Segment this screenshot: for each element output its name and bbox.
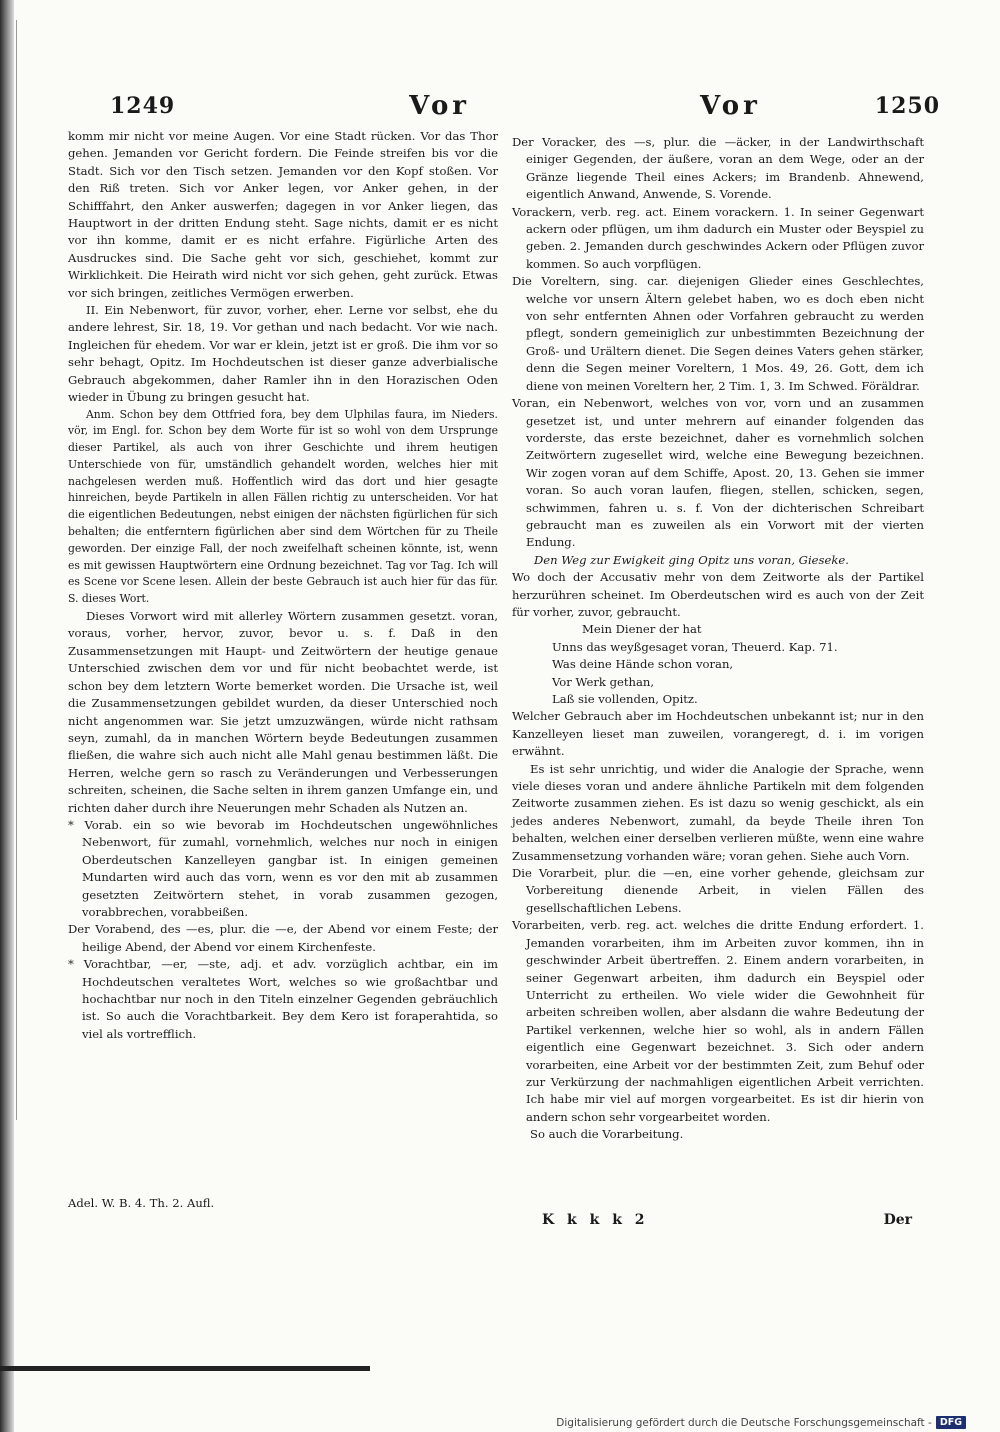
verse-line: Mein Diener der hat: [582, 622, 702, 637]
entry-paragraph: So auch die Vorarbeitung.: [530, 1127, 684, 1142]
digitization-credit: [556, 1416, 966, 1429]
catchword: Der: [883, 1212, 912, 1228]
right-text-column: [512, 134, 924, 1144]
dictionary-entry: Der Voracker, des —s, plur. die —äcker, in der Landwirthschaft einiger Gegenden, der äußere, voran an dem Wege, oder an der Gränze liegende Theil eines Ackers; im Brandenb. Ahnewend, eigentlich Anwand, Anwende, S. Vorende.: [512, 135, 924, 202]
scan-bottom-edge: [0, 1366, 370, 1371]
left-text-column: [68, 128, 498, 1043]
entry-paragraph: Wo doch der Accusativ mehr von dem Zeitworte als der Partikel herzurühren scheinet. Im Oberdeutschen wird es auch von der Zeit für vorher, zuvor, gebraucht.: [512, 570, 924, 619]
quotation-line: Den Weg zur Ewigkeit ging Opitz uns voran, Gieseke.: [534, 552, 849, 567]
dictionary-entry: Die Vorarbeit, plur. die —en, eine vorher gehende, gleichsam zur Vorbereitung dienende Arbeit, in vielen Fällen des gesellschaftlichen Lebens.: [512, 866, 924, 915]
entry-paragraph: Welcher Gebrauch aber im Hochdeutschen unbekannt ist; nur in den Kanzelleyen lieset man zuweilen, vorangeregt, d. i. im vorigen erwähnt.: [512, 709, 924, 759]
right-page-header: [700, 86, 940, 126]
annotation-paragraph: Anm. Schon bey dem Ottfried fora, bey dem Ulphilas faura, im Nieders. vör, im Engl. for. Schon bey dem Worte für ist so wohl von dem Ursprunge dieser Partikel, als auch von ihrer Geschichte und ihrem heutigen Unterschiede von für, umständlich gehandelt worden, welches hier mit nachgelesen werden muß. Hoffentlich wird das dort und hier gesagte hinreichen, beyde Partikeln in allen Fällen richtig zu unterscheiden. Vor hat die eigentlichen Bedeutungen, nebst einigen der nächsten figürlichen für sich behalten; die entferntern figürlichen aber sind dem Wörtchen für zu Theile geworden. Der einzige Fall, der noch zweifelhaft scheinen könnte, ist, wenn es mit gewissen Hauptwörtern eine Ordnung bezeichnet. Tag vor Tag. Ich will es Scene vor Scene lesen. Allein der beste Gebrauch ist auch hier für das für. S. dieses Wort.: [68, 407, 498, 606]
dictionary-entry: Die Voreltern, sing. car. diejenigen Glieder eines Geschlechtes, welche vor unsern Ältern gelebet haben, wo es doch eben nicht von sehr entfernten Ahnen oder Vorfahren gebraucht zu werden pflegt, sondern gemeiniglich zur unbestimmten Bezeichnung der Groß- und Urältern dienet. Die Segen deines Vaters gehen stärker, denn die Segen meiner Voreltern, 1 Mos. 49, 26. Gott, dem ich diene von meinen Voreltern her, 2 Tim. 1, 3. Im Schwed. Föräldrar.: [512, 274, 924, 393]
dictionary-entry: Vorackern, verb. reg. act. Einem vorackern. 1. In seiner Gegenwart ackern oder pflügen, um ihm dadurch ein Muster oder Beyspiel zu geben. 2. Jemanden durch geschwindes Ackern oder Pflügen zuvor kommen. So auch vorpflügen.: [512, 204, 924, 271]
volume-footer: Adel. W. B. 4. Th. 2. Aufl.: [68, 1196, 215, 1210]
left-page-header: [110, 86, 470, 126]
dictionary-entry: Vorarbeiten, verb. reg. act. welches die dritte Endung erfordert. 1. Jemanden vorarbeiten, ihm im Arbeiten zuvor kommen, ihn in geschwinder Arbeit übertreffen. 2. Einem andern vorarbeiten, in seiner Gegenwart arbeiten, ihm dadurch ein Beyspiel oder Unterricht zu ertheilen. Wo viele wider die Gewohnheit für arbeiten schreiben wollen, aber alsdann die wahre Bedeutung der Partikel verkennen, welche hier so wohl, als in andern Fällen eigentlich eine Gegenwart bezeichnet. 3. Sich oder andern vorarbeiten, eine Arbeit vor der bestimmten Zeit, zum Behuf oder zur Verkürzung der nachmahligen eigentlichen Arbeit verrichten. Ich habe mir viel auf morgen vorgearbeitet. Es ist dir hierin von andern schon sehr vorgearbeitet worden.: [512, 918, 924, 1124]
verse-line: Was deine Hände schon voran,: [552, 657, 734, 672]
page-edge-rule: [16, 20, 17, 1120]
page-footer-row: [512, 1212, 912, 1228]
entry-paragraph: Es ist sehr unrichtig, und wider die Analogie der Sprache, wenn viele dieses voran und andere ähnliche Partikeln mit dem folgenden Zeitworte zusammen ziehen. Es ist dazu so wenig geschickt, als ein jedes anderes Nebenwort, zumahl, da beyde Theile ihren Ton behalten, welchen einer derselben verlieren müßte, wenn eine wahre Zusammensetzung vorhanden wäre; voran gehen. Siehe auch Vorn.: [512, 761, 924, 863]
entry-paragraph: Dieses Vorwort wird mit allerley Wörtern zusammen gesetzt. voran, voraus, vorher, hervor, zuvor, bevor u. s. f. Daß in den Zusammensetzungen mit Haupt- und Zeitwörtern der heutige genaue Unterschied zwischen dem vor und für nicht beobachtet werde, ist schon bey dem letztern Worte bemerket worden. Die Ursache ist, weil die Zusammensetzungen gebildet wurden, da dieser Unterschied noch nicht angenommen war. Sie jetzt umzuzwängen, würde nicht rathsam seyn, zumahl, da in manchen Wörtern beyde Bedeutungen zusammen fließen, die wahre sich auch nicht alle Mahl genau bestimmen läßt. Die Herren, welche gern so rasch zu Veränderungen und Verbesserungen schreiten, scheinen, die Sache selten in ihrem ganzen Umfange ein, und richten daher durch ihre Neuerungen mehr Schaden als Nutzen an.: [68, 609, 498, 815]
left-page-number: 1249: [110, 93, 176, 119]
credit-text: Digitalisierung gefördert durch die Deutsche Forschungsgemeinschaft -: [556, 1416, 932, 1429]
dictionary-entry: Voran, ein Nebenwort, welches von vor, vorn und an zusammen gesetzet ist, und unter mehrern auf einander folgenden das vorderste, das erste bezeichnet, daher es vornehmlich solchen Zeitwörtern zugesellet wird, welche eine Bewegung bezeichnen. Wir zogen voran auf dem Schiffe, Apost. 20, 13. Gehen sie immer voran. So auch voran laufen, fliegen, stellen, schicken, segen, schwimmen, fahren u. s. f. Von der dichterischen Schreibart gebraucht man es zuweilen als ein Vorwort mit der vierten Endung.: [512, 396, 924, 550]
dictionary-entry: Der Vorabend, des —es, plur. die —e, der Abend vor einem Feste; der heilige Abend, der Abend vor einem Kirchenfeste.: [68, 922, 498, 954]
scan-edge-shadow: [0, 0, 14, 1432]
verse-line: Laß sie vollenden, Opitz.: [552, 692, 698, 706]
dictionary-entry: * Vorab. ein so wie bevorab im Hochdeutschen ungewöhnliches Nebenwort, für zumahl, vornehmlich, welches nur noch in einigen Oberdeutschen Kanzelleyen gangbar ist. In einigen gemeinen Mundarten wird auch das vorn, wenn es vor den mit ab zusammen gesetzten Zeitwörtern stehet, in vorab zusammen gezogen, vorabbrechen, vorabbeißen.: [68, 817, 498, 919]
right-running-head: Vor: [700, 91, 761, 121]
verse-line: Unns das weyßgesaget voran, Theuerd. Kap. 71.: [552, 639, 838, 654]
printer-signature: K k k k 2: [542, 1212, 649, 1228]
left-running-head: Vor: [409, 91, 470, 121]
dfg-logo: DFG: [936, 1416, 966, 1429]
verse-line: Vor Werk gethan,: [552, 674, 655, 689]
entry-paragraph: komm mir nicht vor meine Augen. Vor eine Stadt rücken. Vor das Thor gehen. Jemanden vor Gericht fordern. Die Feinde streifen bis vor die Stadt. Sich vor den Tisch setzen. Jemanden vor den Kopf stoßen. Vor den Riß treten. Sich vor Anker legen, vor Anker gehen, in der Schifffahrt, den Anker auswerfen; dagegen in vor Anker liegen, das Hauptwort in der dritten Endung steht. Sage nichts, damit er es nicht vor ihn komme, damit er es nicht erfahre. Figürliche Arten des Ausdruckes sind. Die Sache geht vor sich, geschiehet, kommt zur Wirklichkeit. Die Heirath wird nicht vor sich gehen, geht zurück. Etwas vor sich bringen, zeitliches Vermögen erwerben.: [68, 129, 498, 300]
dictionary-entry: * Vorachtbar, —er, —ste, adj. et adv. vorzüglich achtbar, ein im Hochdeutschen veraltetes Wort, welches so wie großachtbar und hochachtbar nur noch in den Titeln einzelner Gegenden gebräuchlich ist. So auch die Vorachtbarkeit. Bey dem Kero ist foraperahtida, so viel als vortrefflich.: [68, 957, 498, 1041]
entry-paragraph: II. Ein Nebenwort, für zuvor, vorher, eher. Lerne vor selbst, ehe du andere lehrest, Sir. 18, 19. Vor gethan und nach bedacht. Vor wie nach. Ingleichen für ehedem. Vor war er klein, jetzt ist er groß. Die ihm vor so sehr behagt, Opitz. Im Hochdeutschen ist dieser ganze adverbialische Gebrauch abgekommen, daher Ramler ihn in den Horazischen Oden wieder in Übung zu bringen gesucht hat.: [68, 303, 498, 405]
right-page-number: 1250: [874, 93, 940, 119]
